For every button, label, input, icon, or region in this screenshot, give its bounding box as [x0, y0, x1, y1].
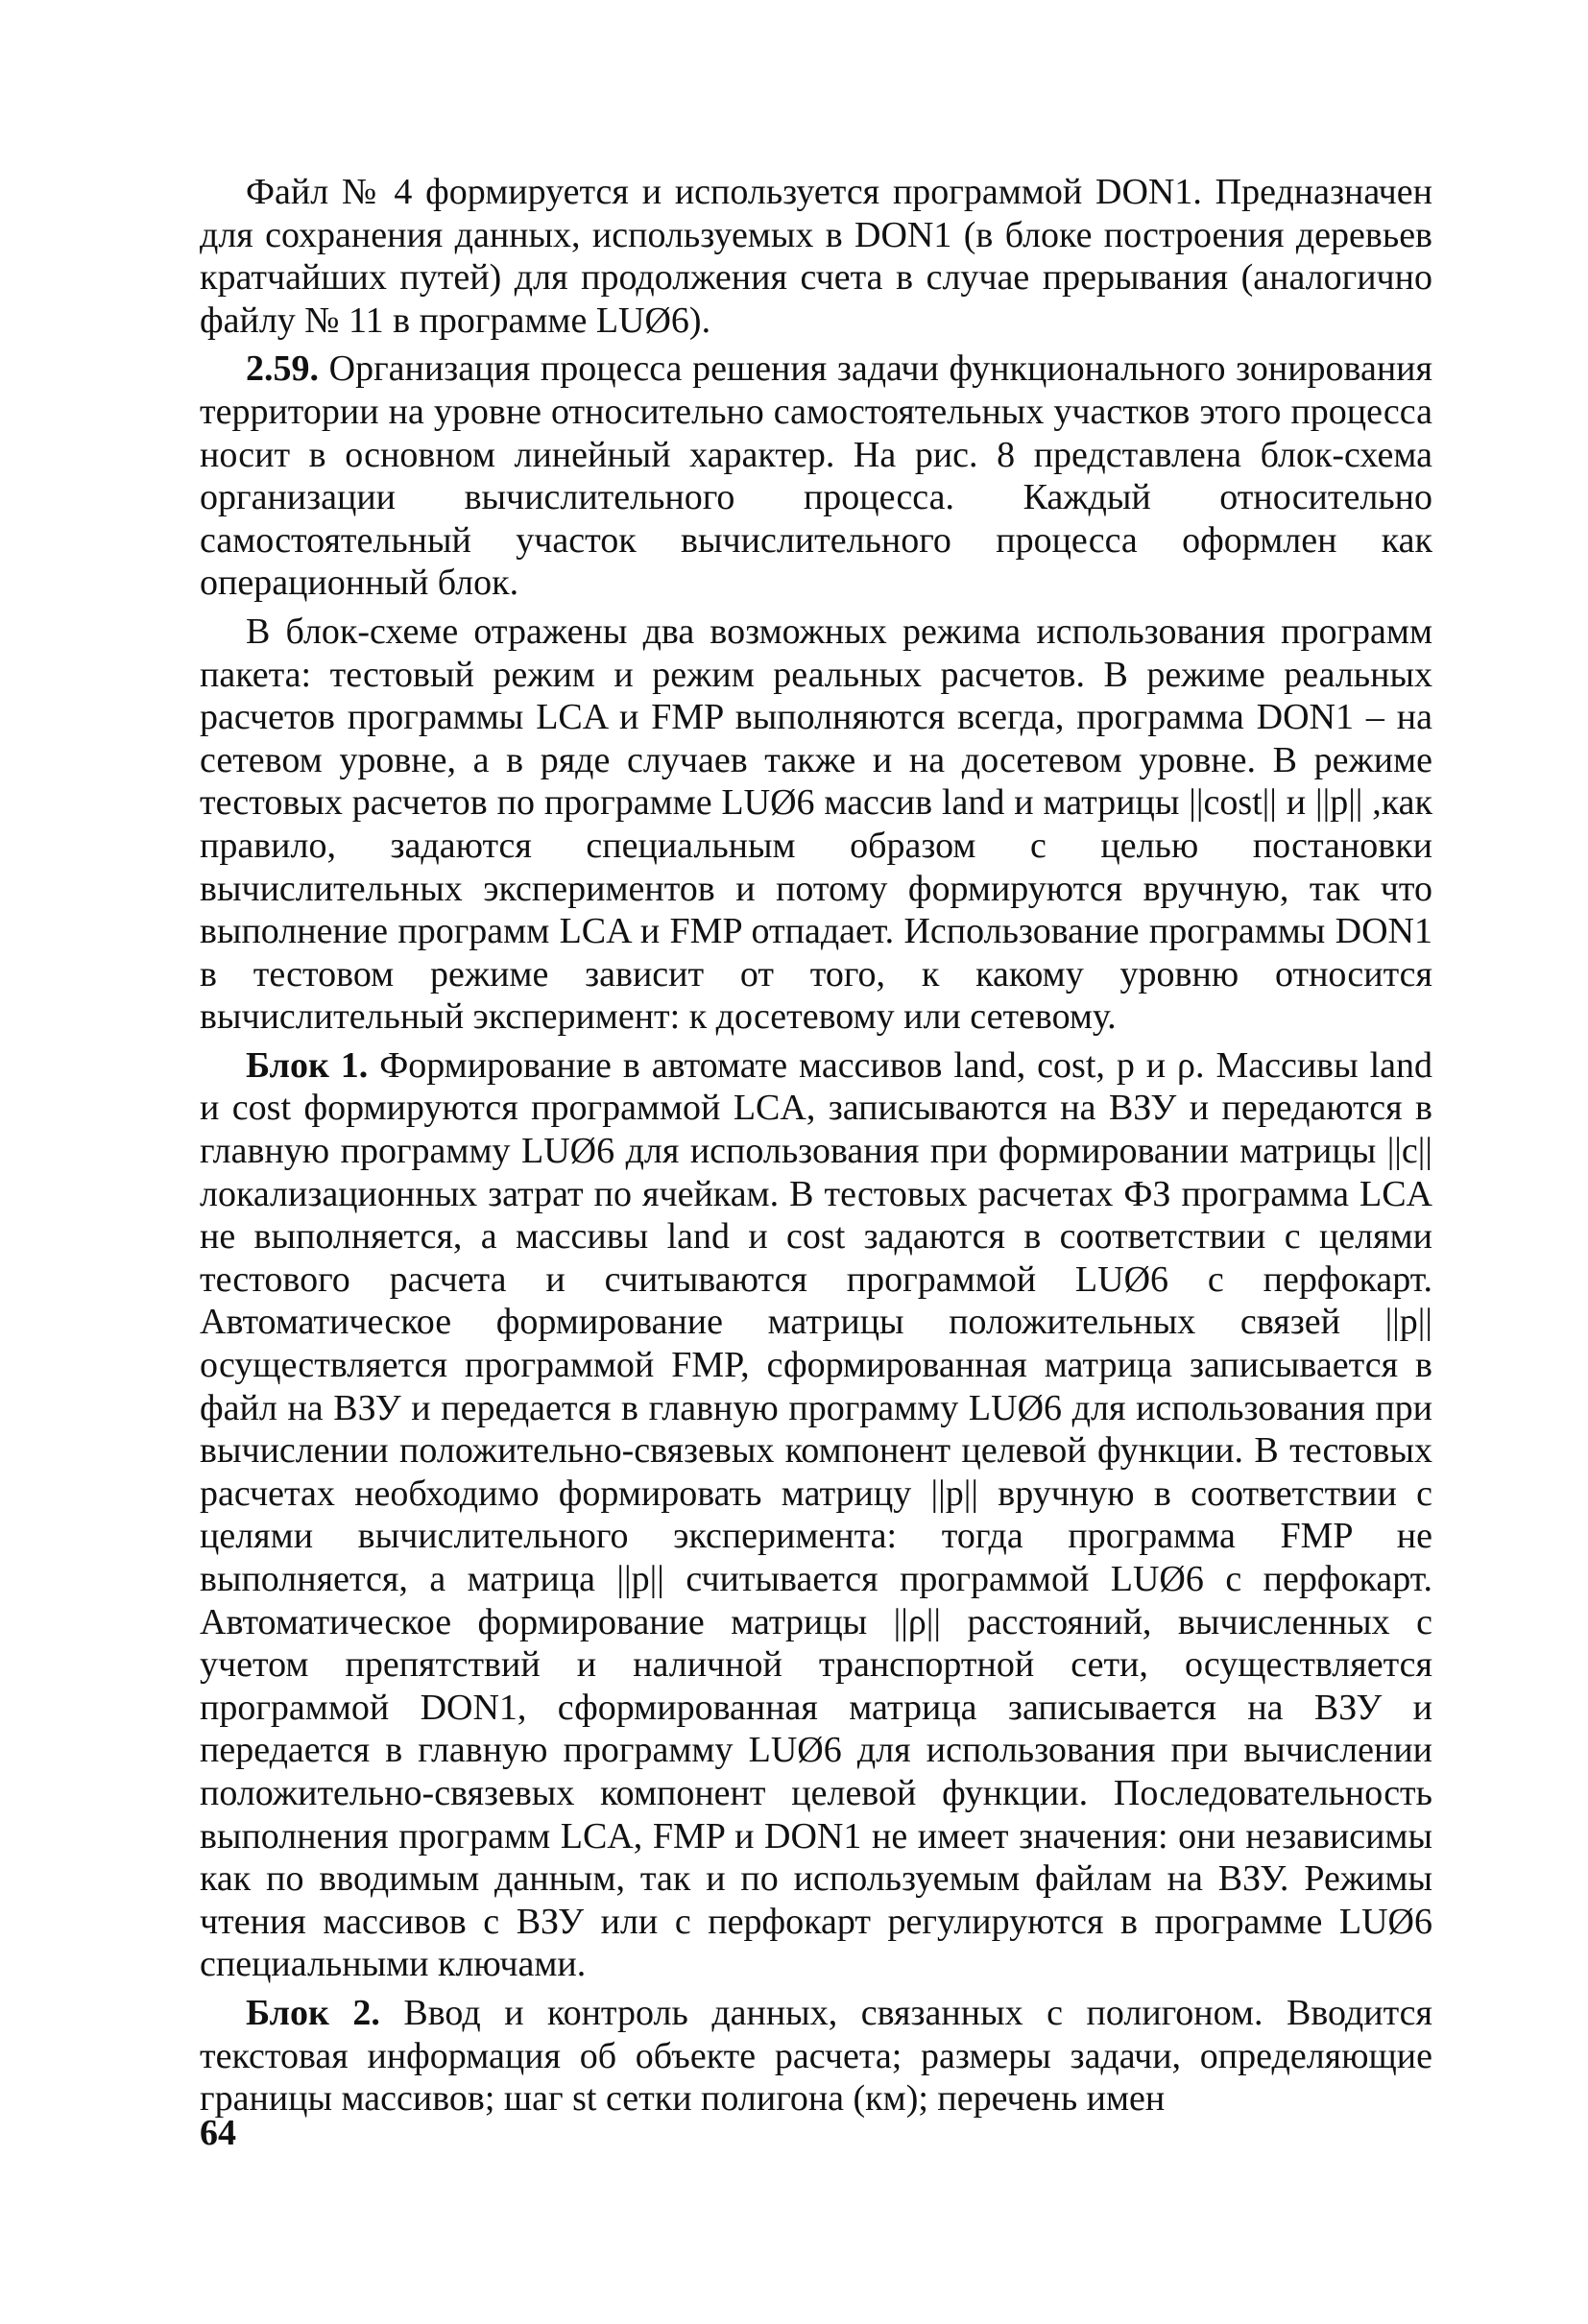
paragraph-text: Ввод и контроль данных, связанных с полигоном. Вводится текстовая информация об объекте расчета; размеры задачи, определяющие границы массивов; шаг st сетки полигона (км); перечень имен — [200, 1992, 1433, 2120]
paragraph-lead: Блок 1. — [246, 1044, 369, 1086]
paragraph-text: Файл № 4 формируется и используется программой DON1. Предназначен для сохранения данных, используемых в DON1 (в блоке построения деревьев кратчайших путей) для продолжения счета в случае прерывания (аналогично файлу № 11 в программе LUØ6). — [200, 172, 1432, 341]
paragraph-text: Формирование в автомате массивов land, cost, p и ρ. Массивы land и cost формируются программой LCA, записываются на ВЗУ и передаются в главную программу LUØ6 для использования при формировании матрицы ||c|| локализационных затрат по ячейкам. В тестовых расчетах ФЗ программа LCA не выполняется, а массивы land и cost задаются в соответствии с целями тестового расчета и считываются программой LUØ6 с перфокарт. Автоматическое формирование матрицы положительных связей ||p|| осуществляется программой FMP, сформированная матрица записывается в файл на ВЗУ и передается в главную программу LUØ6 для использования при вычислении положительно-связевых компонент целевой функции. В тестовых расчетах необходимо формировать матрицу ||p|| вручную в соответствии с целями вычислительного эксперимента: тогда программа FMP не выполняется, а матрица ||p|| считывается программой LUØ6 с перфокарт. Автоматическое формирование матрицы ||ρ|| расстояний, вычисленных с учетом препятствий и наличной транспортной сети, осуществляется программой DON1, сформированная матрица записывается на ВЗУ и передается в главную программу LUØ6 для использования при вычислении положительно-связевых компонент целевой функции. Последовательность выполнения программ LCA, FMP и DON1 не имеет значения: они независимы как по вводимым данным, так и по используемым файлам на ВЗУ. Режимы чтения массивов с ВЗУ или с перфокарт регулируются в программе LUØ6 специальными ключами. — [200, 1044, 1432, 1985]
page-number: 64 — [200, 2113, 236, 2153]
paragraph-block-1 — [200, 1044, 1432, 1986]
paragraph-text: В блок-схеме отражены два возможных режима использования программ пакета: тестовый режим и режим реальных расчетов. В режиме реальных расчетов программы LCA и FMP выполняются всегда, программа DON1 – на сетевом уровне, а в ряде случаев также и на досетевом уровне. В режиме тестовых расчетов по программе LUØ6 массив land и матрицы ||cost|| и ||p|| ,как правило, задаются специальным образом с целью постановки вычислительных экспериментов и потому формируются вручную, так что выполнение программ LCA и FMP отпадает. Использование программы DON1 в тестовом режиме зависит от того, к какому уровню относится вычислительный эксперимент: к досетевому или сетевому. — [200, 611, 1432, 1038]
paragraph-modes — [200, 611, 1432, 1039]
page-body — [200, 171, 1432, 2120]
paragraph-file-4 — [200, 171, 1432, 342]
paragraph-block-2 — [200, 1992, 1432, 2120]
paragraph-lead: 2.59. — [246, 348, 319, 390]
paragraph-2-59 — [200, 347, 1432, 605]
paragraph-text: Организация процесса решения задачи функционального зонирования территории на уровне относительно самостоятельных участков этого процесса носит в основном линейный характер. На рис. 8 представлена блок-схема организации вычислительного процесса. Каждый относительно самостоятельный участок вычислительного процесса оформлен как операционный блок. — [200, 348, 1432, 604]
paragraph-lead: Блок 2. — [246, 1992, 380, 2033]
